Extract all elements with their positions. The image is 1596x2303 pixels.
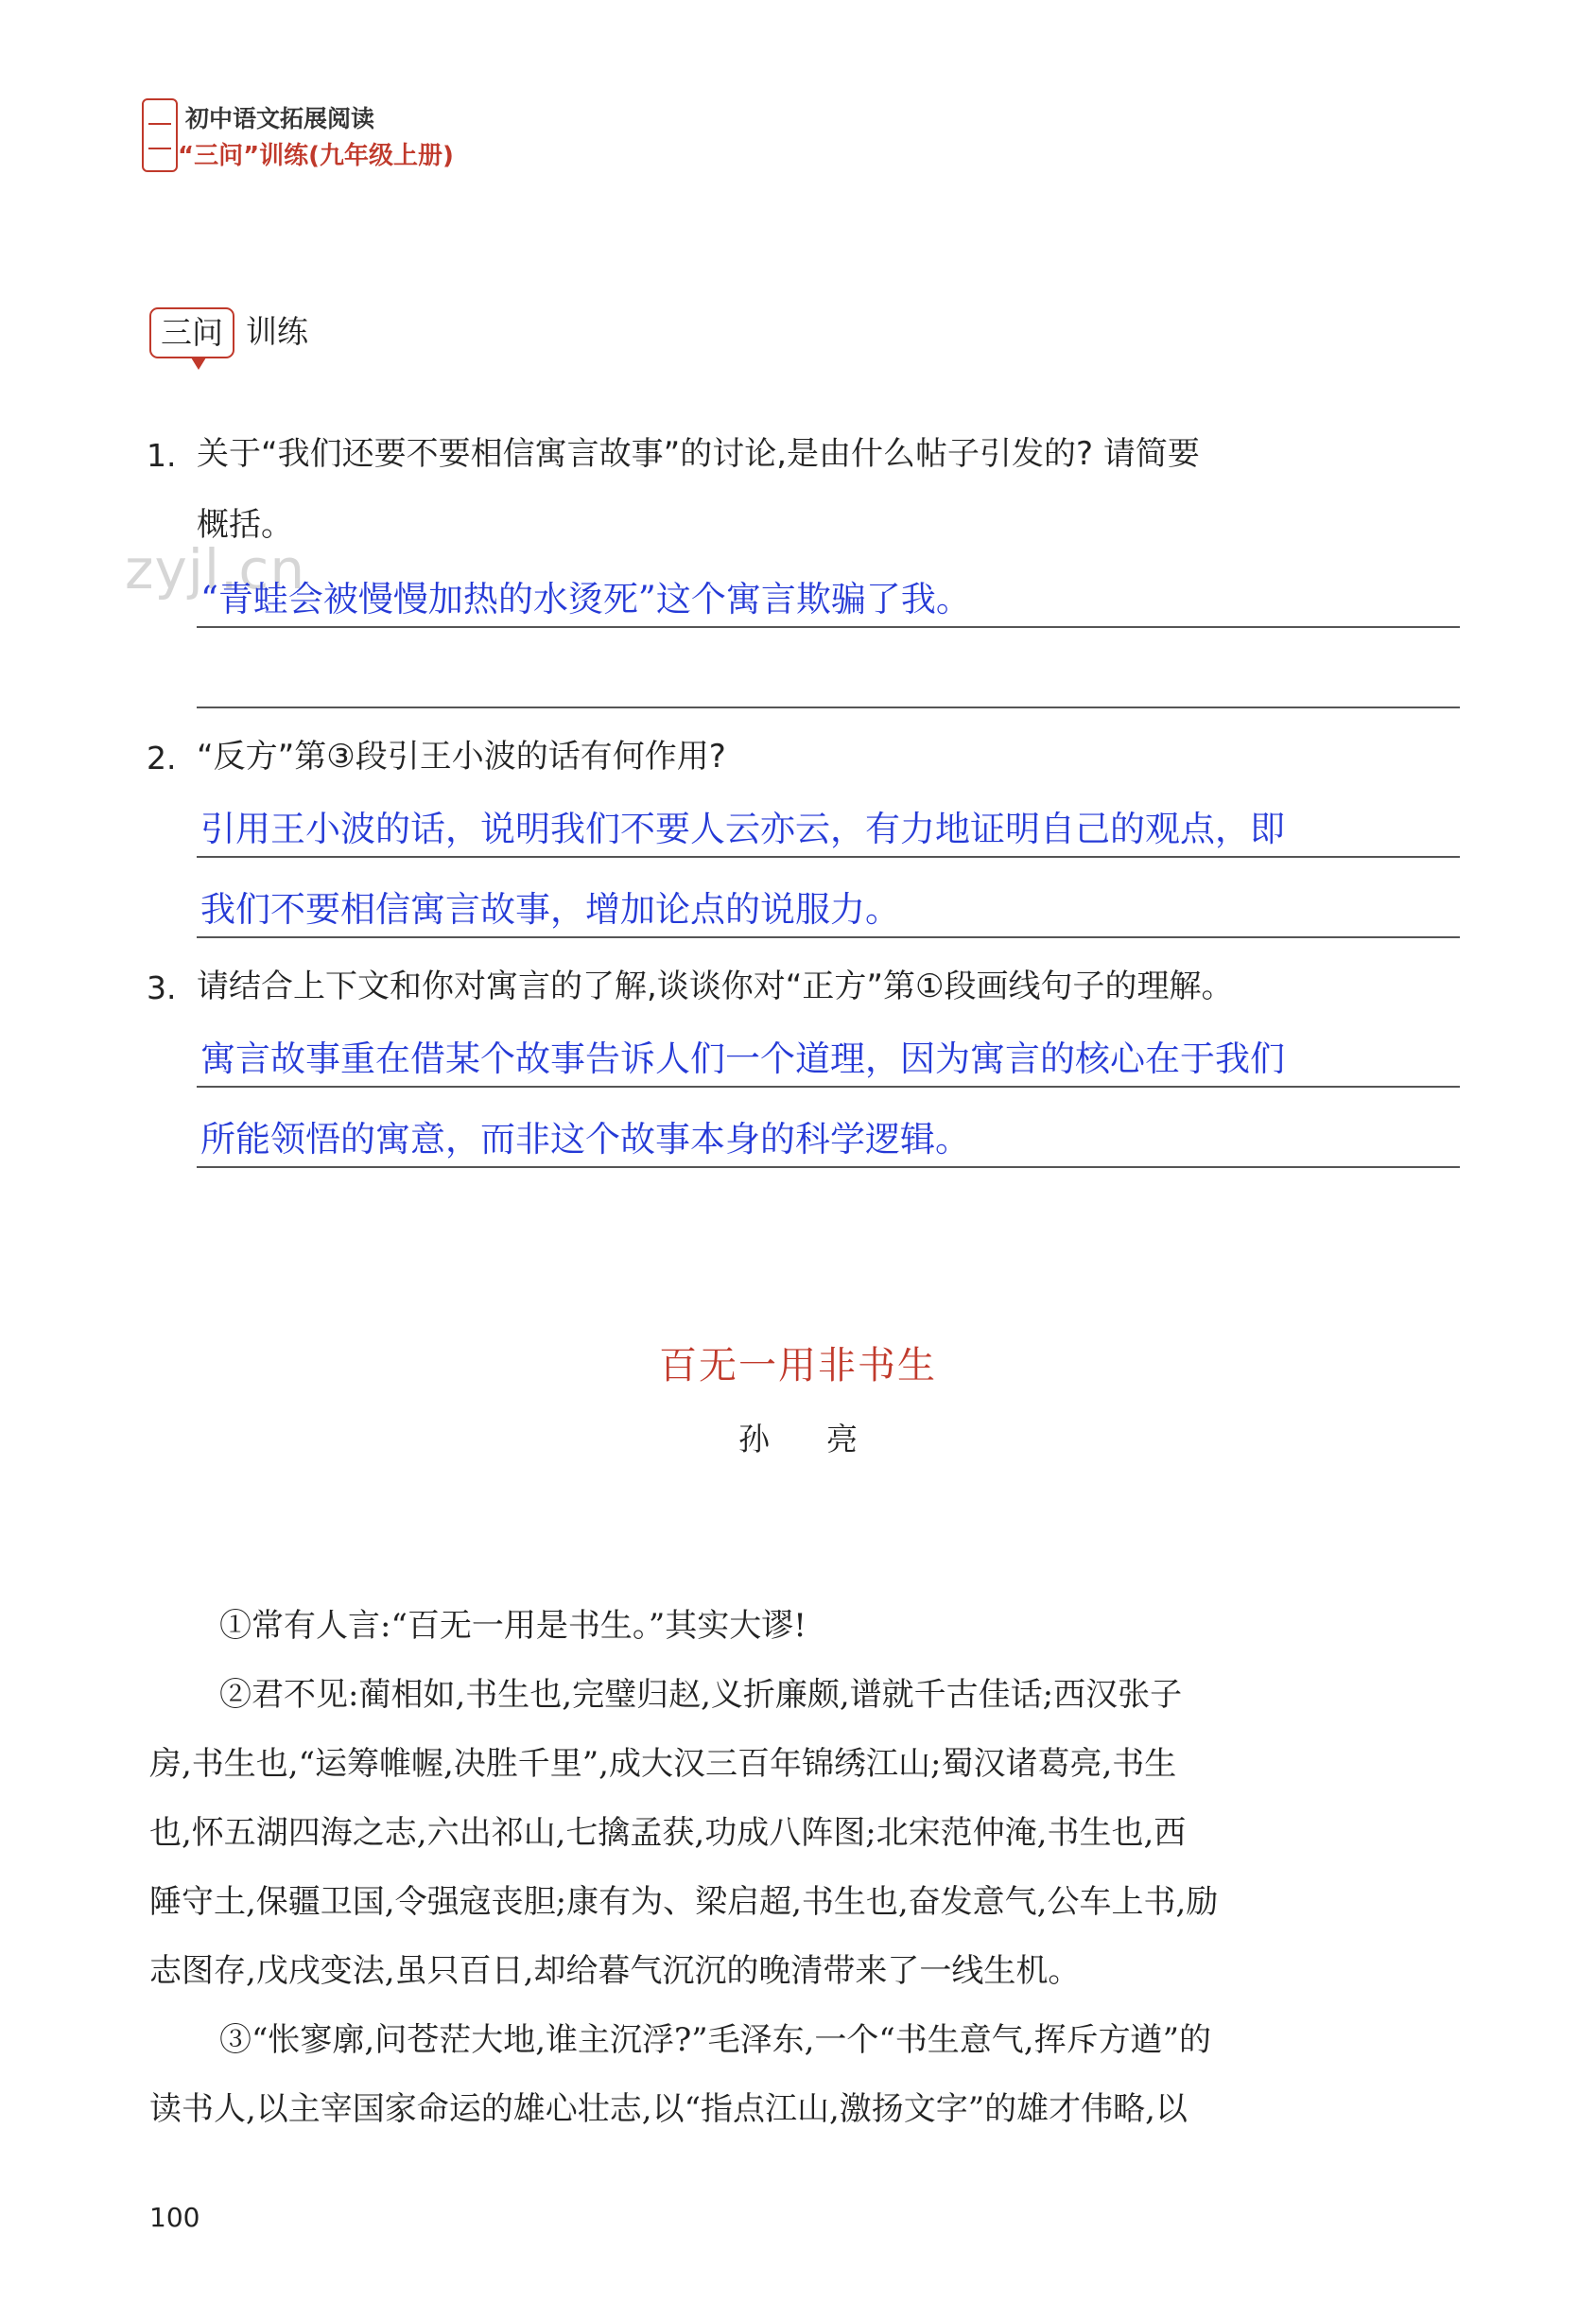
- question-3-answer: 寓言故事重在借某个故事告诉人们一个道理，因为寓言的核心在于我们: [200, 1038, 1285, 1079]
- answer-line: [197, 936, 1460, 938]
- article-line: ①常有人言:“百无一用是书生。”其实大谬!: [219, 1607, 807, 1645]
- page-number: 100: [149, 2202, 200, 2233]
- question-1-text: 关于“我们还要不要相信寓言故事”的讨论,是由什么帖子引发的? 请简要: [197, 435, 1200, 473]
- question-1-text: 概括。: [197, 506, 293, 544]
- question-3-number: 3.: [147, 969, 177, 1006]
- article-author: [0, 1415, 1596, 1459]
- series-title: 初中语文拓展阅读: [185, 105, 375, 132]
- question-2-answer: 引用王小波的话，说明我们不要人云亦云，有力地证明自己的观点，即: [200, 809, 1285, 849]
- article-line: 志图存,戊戌变法,虽只百日,却给暮气沉沉的晚清带来了一线生机。: [149, 1952, 1081, 1990]
- question-1-answer: “青蛙会被慢慢加热的水烫死”这个寓言欺骗了我。: [200, 579, 971, 619]
- book-title: “三问”训练(九年级上册): [178, 142, 454, 170]
- article-line: 读书人,以主宰国家命运的雄心壮志,以“指点江山,激扬文字”的雄才伟略,以: [149, 2090, 1188, 2128]
- article-line: 陲守土,保疆卫国,令强寇丧胆;康有为、梁启超,书生也,奋发意气,公车上书,励: [149, 1883, 1219, 1921]
- author-given-name: 亮: [826, 1421, 858, 1457]
- answer-line: [197, 1166, 1460, 1168]
- author-surname: 孙: [738, 1421, 770, 1457]
- question-2-number: 2.: [147, 740, 177, 776]
- section-badge: 三问: [149, 307, 234, 358]
- article-line: 也,怀五湖四海之志,六出祁山,七擒孟获,功成八阵图;北宋范仲淹,书生也,西: [149, 1814, 1187, 1852]
- answer-line: [197, 707, 1460, 708]
- question-2-answer: 我们不要相信寓言故事，增加论点的说服力。: [200, 889, 900, 930]
- article-line: 房,书生也,“运筹帷幄,决胜千里”,成大汉三百年锦绣江山;蜀汉诸葛亮,书生: [149, 1745, 1177, 1783]
- book-logo-icon: [142, 98, 178, 172]
- question-3-answer: 所能领悟的寓意，而非这个故事本身的科学逻辑。: [200, 1119, 970, 1160]
- article-line: ③“怅寥廓,问苍茫大地,谁主沉浮?”毛泽东,一个“书生意气,挥斥方遒”的: [219, 2021, 1211, 2059]
- question-3-text: 请结合上下文和你对寓言的了解,谈谈你对“正方”第①段画线句子的理解。: [197, 968, 1234, 1005]
- question-2-text: “反方”第③段引王小波的话有何作用?: [197, 738, 726, 776]
- article-title: 百无一用非书生: [659, 1344, 937, 1387]
- answer-line: [197, 1086, 1460, 1088]
- answer-line: [197, 626, 1460, 628]
- watermark: zyjl.cn: [125, 537, 306, 602]
- article-line: ②君不见:蔺相如,书生也,完璧归赵,义折廉颇,谱就千古佳话;西汉张子: [219, 1676, 1183, 1714]
- section-label: 训练: [246, 313, 308, 350]
- question-1-number: 1.: [147, 437, 177, 474]
- answer-line: [197, 856, 1460, 858]
